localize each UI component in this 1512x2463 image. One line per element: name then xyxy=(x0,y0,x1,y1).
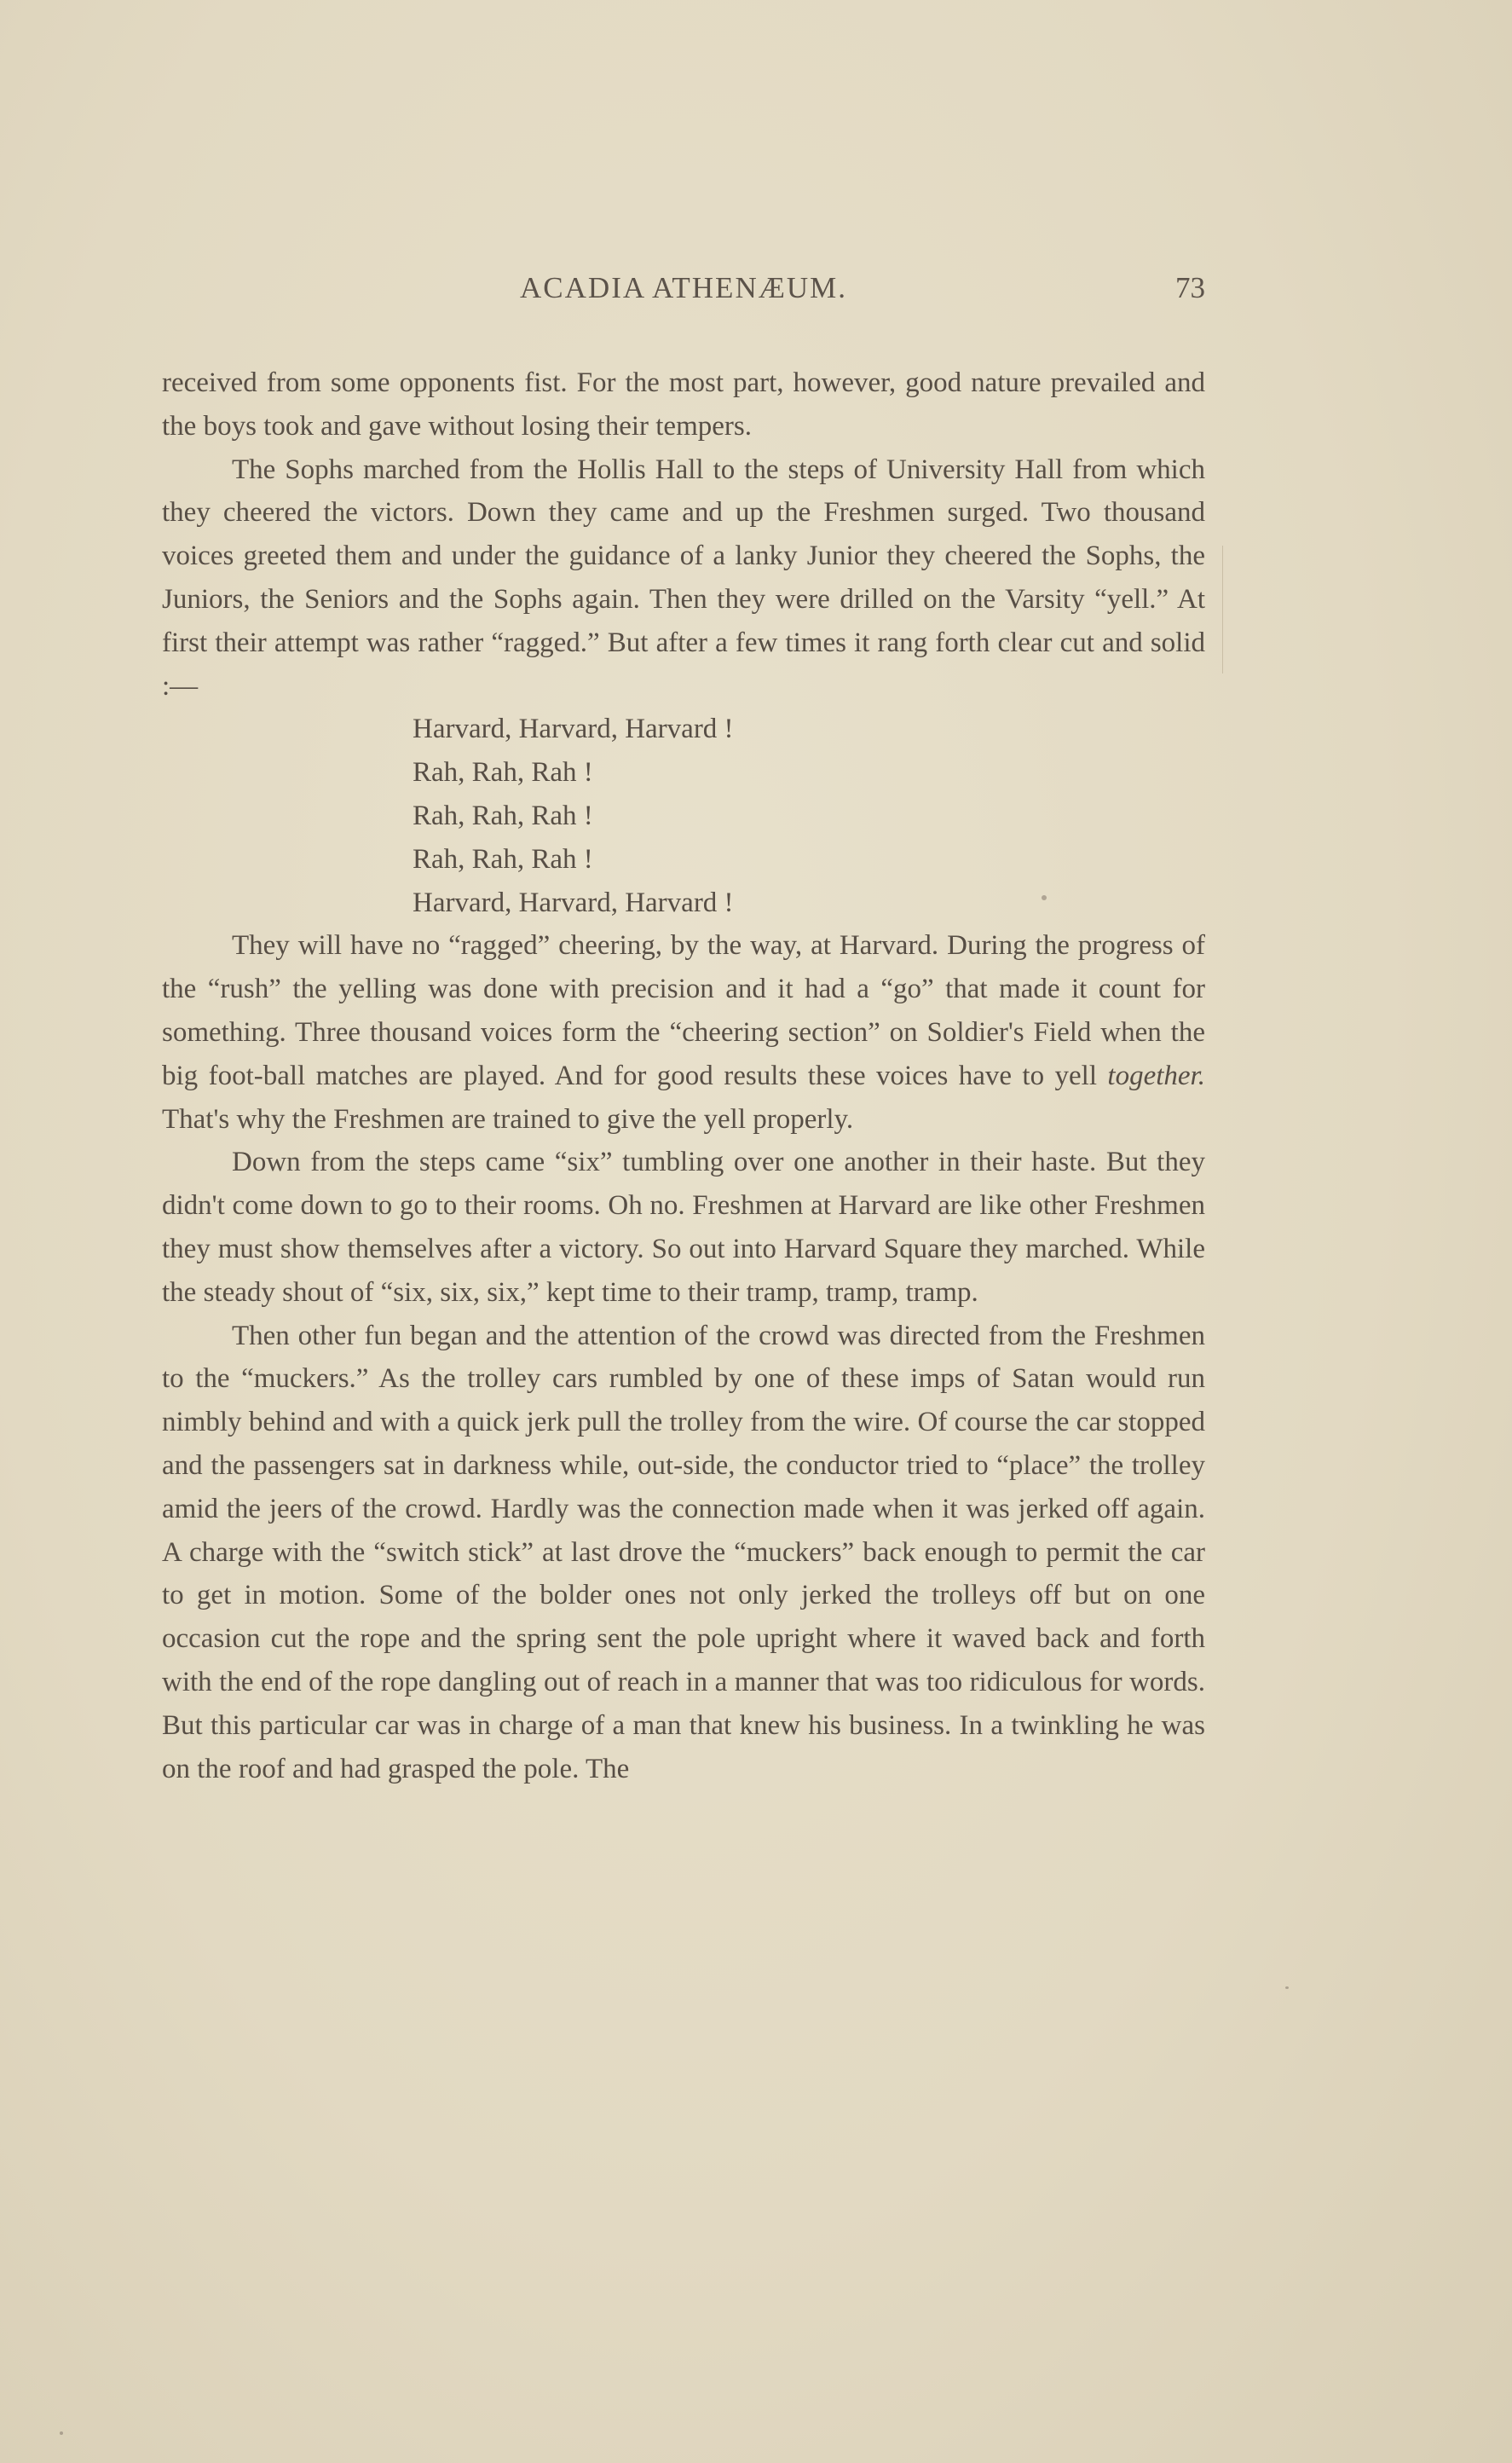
verse-line: Rah, Rah, Rah ! xyxy=(413,843,593,875)
paper-crease xyxy=(1222,546,1223,674)
paper-speck xyxy=(1285,1986,1289,1989)
paper-speck xyxy=(1042,895,1047,900)
cheer-verse xyxy=(162,708,1205,924)
paragraph-text: They will have no “ragged” cheering, by the way, at Harvard. During the progress of the “rush” the yelling was done with precision and it had a “go” that made it count for something. Three thousand voices form the “cheering section” on Soldier's Field when the big foot-ball matches are played. And for good results these voices have to yell xyxy=(162,930,1205,1091)
paper-speck xyxy=(60,2431,63,2435)
verse-line: Harvard, Harvard, Harvard ! xyxy=(413,887,734,918)
running-head xyxy=(162,271,1205,314)
paragraph: The Sophs marched from the Hollis Hall to the steps of University Hall from which they cheered the victors. Down they came and up the Freshmen surged. Two thousand voices greeted them and under the guidance of a lanky Junior they cheered the Sophs, the Juniors, the Seniors and the Sophs again. Then they were drilled on the Varsity “yell.” At first their attempt was rather “ragged.” But after a few times it rang forth clear cut and solid :— xyxy=(162,454,1205,702)
paragraph: Down from the steps came “six” tumbling over one another in their haste. But they didn't come down to go to their rooms. Oh no. Freshmen at Harvard are like other Freshmen they must show themselves after a victory. So out into Harvard Square they marched. While the steady shout of “six, six, six,” kept time to their tramp, tramp, tramp. xyxy=(162,1147,1205,1308)
verse-line: Rah, Rah, Rah ! xyxy=(413,800,593,831)
emphasis-text: together. xyxy=(1107,1060,1205,1091)
body-text xyxy=(162,361,1205,1790)
paragraph-text: That's why the Freshmen are trained to give the yell properly. xyxy=(162,1103,854,1135)
paragraph xyxy=(162,924,1205,1141)
verse-line: Rah, Rah, Rah ! xyxy=(413,757,593,789)
page-number: 73 xyxy=(1175,271,1205,304)
paragraph: Then other fun began and the attention of the crowd was directed from the Freshmen to the “muckers.” As the trolley cars rumbled by one of these imps of Satan would run nimbly behind and with a quick jerk pull the trolley from the wire. Of course the car stopped and the passengers sat in darkness while, out-side, the conductor tried to “place” the trolley amid the jeers of the crowd. Hardly was the connection made when it was jerked off again. A charge with the “switch stick” at last drove the “muckers” back enough to permit the car to get in motion. Some of the bolder ones not only jerked the trolleys off but on one occasion cut the rope and the spring sent the pole upright where it waved back and forth with the end of the rope dangling out of reach in a manner that was too ridiculous for words. But this particular car was in charge of a man that knew his business. In a twinkling he was on the roof and had grasped the pole. The xyxy=(162,1320,1205,1784)
paragraph: received from some opponents fist. For the most part, however, good nature prevailed and the boys took and gave without losing their tempers. xyxy=(162,367,1205,442)
verse-line: Harvard, Harvard, Harvard ! xyxy=(413,714,734,745)
running-title: ACADIA ATHENÆUM. xyxy=(520,271,847,304)
